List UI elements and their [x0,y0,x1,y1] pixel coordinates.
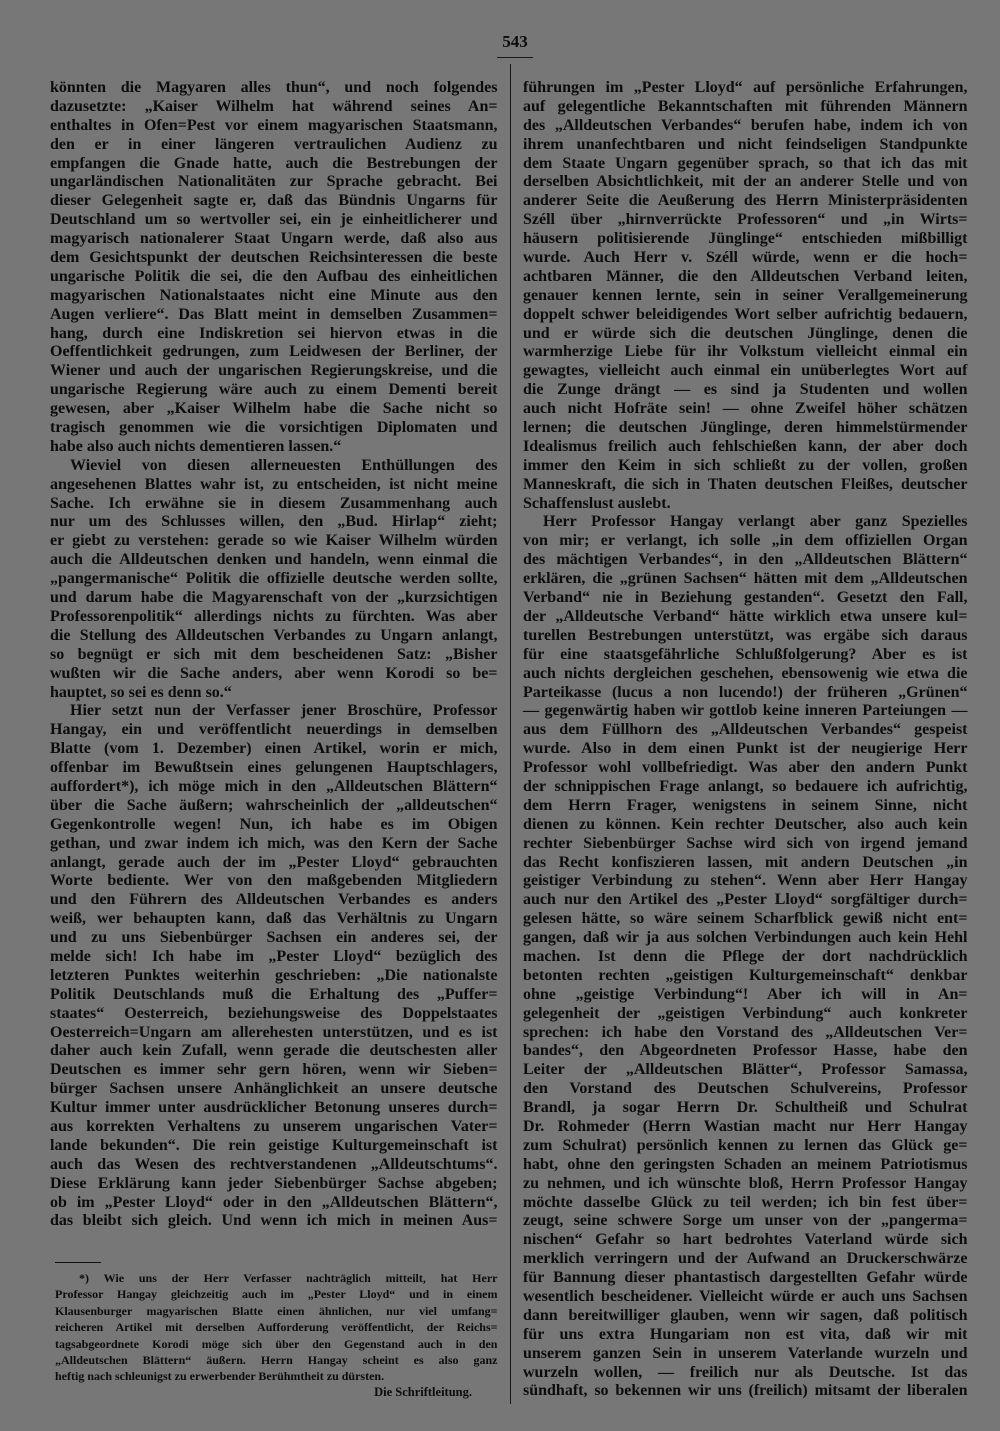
text-line: Széll über „hirnverrückte Professoren“ und „in Wirts= [523,211,968,229]
text-line-row [523,1137,968,1156]
text-line: geistiger Verbindung zu stehen“. Wenn aber Herr Hangay [523,872,968,890]
text-line: Worte bediente. Wer von den maßgebenden Mitgliedern [50,872,498,890]
text-line: das Recht konfiszieren lassen, mit andern Deutschen „in [523,853,968,871]
text-line: das bleibt sich gleich. Und wenn ich mich in meinen Aus= [50,1212,498,1230]
text-line-row [523,608,968,627]
text-line: lernen; die deutschen Jünglinge, deren himmelstürmender [523,419,968,437]
text-line-row [523,98,968,117]
text-line-row [50,1005,498,1024]
text-line: auch nur den Artikel des „Pester Lloyd“ sorgfältiger durch= [523,891,968,909]
text-line: Professor wohl vollbefriedigt. Was aber den andern Punkt [523,759,968,777]
text-line-row [523,495,968,514]
text-line-row [523,1307,968,1326]
text-line-row [50,173,498,192]
text-line-row [523,1288,968,1307]
text-line: Augen verliere“. Das Blatt meint in demselben Zusammen= [50,305,498,323]
text-line: die Zunge drängt — es sind ja Studenten und wollen [523,381,968,399]
text-line-row [55,1286,498,1302]
text-line-row [523,1024,968,1043]
text-line-row [523,1156,968,1175]
text-line: dem Gesichtspunkt der deutschen Reichsinteressen die beste [50,249,498,267]
text-line-row [50,513,498,532]
text-line: wußten wir die Sache anders, aber wenn Korodi so be= [50,664,498,682]
text-line: letzteren Punktes weiterhin geschrieben: „Die nationalste [50,966,498,984]
text-line: nur um des Schlusses willen, den „Bud. Hirlap“ zieht; [50,513,498,531]
page-number: 543 [502,32,528,51]
text-line: für uns extra Hungariam non est vita, daß wir mit [523,1325,968,1343]
text-line-row [523,211,968,230]
text-line-row [50,665,498,684]
text-line: auch nichts dergleichen geschehen, ebensowenig wie etwa die [523,664,968,682]
text-line-row [50,381,498,400]
text-line: wurzeln wollen, — freilich nur als Deutsche. Ist das [523,1363,968,1381]
text-line-row [523,381,968,400]
text-line: von mir; er verlangt, ich solle „in dem offiziellen Organ [523,532,968,550]
text-line-row [523,797,968,816]
text-line: führungen im „Pester Lloyd“ auf persönliche Erfahrungen, [523,79,968,96]
text-line: und zu uns Siebenbürger Sachsen ein anderes sei, der [50,929,498,947]
text-line: magyarischen Nationalstaates nicht eine Minute aus den [50,286,498,304]
text-line-row [50,910,498,929]
text-line: unserem ganzen Sein in unserem Vaterlande wurzeln und [523,1344,968,1362]
right-column [523,79,968,1401]
text-line: tragisch genommen wie die vorsichtigen Diplomaten und [50,419,498,437]
text-line: Manneskraft, die sich in Thaten deutschen Fleißes, deutscher [523,475,968,493]
text-line-row [55,1319,498,1335]
text-line-row [50,948,498,967]
text-line-row [50,136,498,155]
text-line: gangen, daß wir ja aus solchen Verbindungen auch kein Hehl [523,929,968,947]
text-line-row [523,230,968,249]
text-line-row [523,513,968,532]
text-line-row [523,400,968,419]
text-line-row [523,967,968,986]
text-line-row [50,1194,498,1213]
text-line-row [523,929,968,948]
text-line-row [523,1326,968,1345]
text-line-row [523,249,968,268]
text-line-row [50,1156,498,1175]
text-line: Verband“ nie in Beziehung gestanden“. Gesetzt den Fall, [523,589,968,607]
text-line: Kultur immer unter ausdrücklicher Betonung unseres durch= [50,1099,498,1117]
text-line: auch das Wesen des rechtverstandenen „Alldeutschtums“. [50,1155,498,1173]
text-line-row [523,684,968,703]
text-line: aus dem Füllhorn des „Alldeutschen Verbandes“ gespeist [523,721,968,739]
text-line-row [50,797,498,816]
left-column [50,79,498,1231]
text-line: Wieviel von diesen allerneuesten Enthüllungen des [70,456,498,474]
text-line: gewagtes, vielleicht auch einmal ein unüberlegtes Wort auf [523,362,968,380]
text-line-row [523,646,968,665]
text-line: angesehenen Blattes wahr ist, zu entscheiden, ist nicht meine [50,475,498,493]
text-line: Blatte (vom 1. Dezember) einen Artikel, worin er mich, [50,740,498,758]
text-line-row [50,702,498,721]
text-line-row [523,854,968,873]
text-line-row [50,740,498,759]
text-line: staates“ Oesterreich, beziehungsweise des Doppelstaates [50,1004,498,1022]
text-line-row [50,343,498,362]
text-line-row [50,306,498,325]
text-line: Sache. Ich erwähne sie in diesem Zusammenhang auch [50,494,498,512]
text-line-row [50,1212,498,1231]
text-line-row [50,1118,498,1137]
text-line-row [50,778,498,797]
text-line: des mächtigen Verbandes“, in den „Alldeutschen Blättern“ [523,551,968,569]
text-line-row [50,79,498,98]
footnote [55,1270,498,1385]
text-line: über die Sache äußern; wahrscheinlich der „alldeutschen“ [50,796,498,814]
text-line-row [523,1080,968,1099]
text-line: und den Führern des Alldeutschen Verbandes es anders [50,891,498,909]
text-line: melde sich! Ich habe im „Pester Lloyd“ bezüglich des [50,947,498,965]
text-line-row [50,438,498,457]
text-line-row [523,457,968,476]
text-line-row [50,268,498,287]
text-line: bandes“, den Abgeordneten Professor Hasse, habe den [523,1042,968,1060]
text-line-row [50,967,498,986]
text-line: auf gelegentliche Bekanntschaften mit führenden Männern [523,97,968,115]
text-line-row [523,721,968,740]
text-line: gethan, und zwar indem ich mich, was den Kern der Sache [50,834,498,852]
text-line: merklich verringern und der Aufwand an Druckerschwärze [523,1250,968,1268]
text-line-row [50,816,498,835]
text-line-row [523,1345,968,1364]
text-line-row [50,98,498,117]
text-line-row [50,1080,498,1099]
text-line: „Alldeutschen Blättern“ äußern. Herrn Hangay scheint es also ganz [55,1352,498,1367]
text-line: wurde. Auch Herr v. Széll würde, wenn er die hoch= [523,249,968,267]
text-line: ihrem unanfechtbaren und nicht feindseligen Standpunkte [523,135,968,153]
text-line-row [55,1336,498,1352]
text-line-row [523,192,968,211]
text-line-row [523,1269,968,1288]
text-line: magyarisch nationalerer Staat Ungarn werde, daß also aus [50,230,498,248]
text-line-row [50,532,498,551]
column-divider [510,64,511,1404]
text-line-row [55,1368,498,1384]
text-line-row [50,1099,498,1118]
text-line-row [50,419,498,438]
text-line-row [50,476,498,495]
text-line: dem Staate Ungarn gegenüber sprach, so that ich das mit [523,154,968,172]
text-line: Idealismus freilich auch fehlschießen kann, der aber doch [523,437,968,455]
text-line: offenbar im Bewußtsein eines gelungenen Hauptschlagers, [50,759,498,777]
text-line-row [50,1042,498,1061]
text-line: möchte dasselbe Glück zu teil werden; ich bin fest über= [523,1193,968,1211]
text-line: Oesterreich=Ungarn am allerehesten unterstützen, und es ist [50,1023,498,1041]
text-line-row [523,1250,968,1269]
text-line-row [50,721,498,740]
text-line-row [50,211,498,230]
text-line: Oeffentlichkeit gedrungen, zum Leidwesen der Berliner, der [50,343,498,361]
text-line: Professor Hangay gleichzeitig auch im „Pester Lloyd“ und in einem [55,1287,498,1302]
text-line: den Vorstand des Deutschen Schulvereins, Professor [523,1080,968,1098]
text-line-row [523,343,968,362]
text-line: sprechen: ich habe den Vorstand des „Alldeutschen Ver= [523,1023,968,1041]
text-line-row [50,1175,498,1194]
text-line-row [50,1024,498,1043]
text-line-row [50,287,498,306]
text-line: gewesen, aber „Kaiser Wilhelm habe die Sache nicht so [50,400,498,418]
text-line-row [523,287,968,306]
text-line-row [50,117,498,136]
text-line: dienen zu können. Kein rechter Deutscher, also auch kein [523,815,968,833]
text-line: erklären, die „grünen Sachsen“ hätten mit dem „Alldeutschen [523,570,968,588]
text-line: er giebt zu verstehen: gerade so wie Kaiser Wilhelm würden [50,532,498,550]
text-line-row [523,1042,968,1061]
text-line-row [523,910,968,929]
text-line-row [50,684,498,703]
text-line: sündhaft, so bekennen wir uns (freilich) mitsamt der liberalen [523,1382,968,1400]
footnote-signature: Die Schriftleitung. [374,1385,472,1399]
text-line-row [523,702,968,721]
text-line: Wiener und auch der ungarischen Regierungskreise, und die [50,362,498,380]
text-line: warmherzige Liebe für ihr Volkstum vielleicht einmal ein [523,343,968,361]
text-line-row [50,400,498,419]
text-line: könnten die Magyaren alles thun“, und noch folgendes [50,79,498,96]
text-line-row [50,835,498,854]
text-line: so begnügt er sich mit dem bescheidenen Satz: „Bisher [50,645,498,663]
text-line-row [523,835,968,854]
text-line: die Stellung des Alldeutschen Verbandes zu Ungarn anlangt, [50,626,498,644]
text-line: wesentlich bescheidener. Vielleicht würde er auch uns Sachsen [523,1288,968,1305]
text-line: „pangermanische“ Politik die offizielle deutsche werden sollte, [50,570,498,588]
text-line: empfangen die Gnade hatte, auch die Bestrebungen der [50,154,498,172]
text-line-row [50,759,498,778]
text-line: hauptet, so sei es denn so.“ [50,683,232,701]
text-line-row [50,872,498,891]
text-line: Diese Erklärung kann jeder Siebenbürger Sachse abgeben; [50,1174,498,1192]
text-line: anlangt, gerade auch der im „Pester Lloyd“ gebrauchten [50,853,498,871]
text-line-row [523,1364,968,1383]
text-line-row [523,362,968,381]
text-line: für Bannung dieser phantastisch dargestellten Gefahr würde [523,1269,968,1287]
text-line: Klausenburger magyarischen Blatte einen ähnlichen, nur viel umfang= [55,1303,498,1318]
text-line: immer den Keim in sich schließt zu der vollen, großen [523,456,968,474]
text-line-row [55,1352,498,1368]
text-line: dem Herrn Frager, wenigstens in seinem Sinne, nicht [523,796,968,814]
text-line: ungarische Regierung wäre auch zu einem Dementi bereit [50,381,498,399]
footnote-rule [55,1262,101,1263]
text-line: betonten rechten „geistigen Kulturgemeinschaft“ denkbar [523,966,968,984]
text-line: machen. Ist denn die Pflege der dort nachdrücklich [523,947,968,965]
text-line-row [523,136,968,155]
text-line-row [50,551,498,570]
text-line: Herr Professor Hangay verlangt aber ganz Spezielles [543,513,968,531]
text-line: Politik Deutschlands muß die Erhaltung des „Puffer= [50,985,498,1003]
text-line-row [523,872,968,891]
text-line: Professorenpolitik“ allerdings nichts zu fürchten. Was aber [50,607,498,625]
text-line-row [50,1061,498,1080]
text-line: gelegenheit der „geistigen Verbindung“ auch konkreter [523,1004,968,1022]
text-line: Dr. Rohmeder (Herrn Wastian macht nur Herr Hangay [523,1117,968,1135]
text-line: heftig nach schleunigst zu erwerbender Berühmtheit zu dürsten. [55,1369,385,1384]
text-line: reicheren Artikel mit derselben Aufforderung veröffentlicht, der Reichs= [55,1320,498,1335]
text-line: aus korrekten Verhaltens zu unserem ungarischen Vater= [50,1117,498,1135]
text-line-row [523,1175,968,1194]
text-line: der „Alldeutsche Verband“ hätte wirklich etwa unsere kul= [523,607,968,625]
text-line: bürger Sachsen unsere Anhänglichkeit an unsere deutsche [50,1080,498,1098]
text-line-row [50,608,498,627]
text-line: turellen Bestrebungen unterstützt, was ergäbe sich daraus [523,626,968,644]
text-line: zeugt, seine schwere Sorge um unser von der „pangerma= [523,1212,968,1230]
text-line-row [523,438,968,457]
text-line: gelesen hätte, so wäre seinem Scharfblick gewiß nicht ent= [523,910,968,928]
text-line: lande bekunden“. Die rein geistige Kulturgemeinschaft ist [50,1136,498,1154]
text-line: dieser Gelegenheit sagte er, daß das Bündnis Ungarns für [50,192,498,210]
text-line-row [523,268,968,287]
text-line-row [523,986,968,1005]
text-line-row [523,1118,968,1137]
text-line: und er würde sich die deutschen Jünglinge, denen die [523,324,968,342]
text-line-row [50,891,498,910]
text-line-row [50,230,498,249]
text-line-row [523,325,968,344]
header-rule [497,57,533,58]
text-line: Deutschen es immer sehr gern hören, wenn wir Sieben= [50,1061,498,1079]
text-line-row [523,1194,968,1213]
text-line-row [50,457,498,476]
text-line-row [523,570,968,589]
text-line-row [523,627,968,646]
text-line: rechter Siebenbürger Sachse wird sich von irgend jemand [523,834,968,852]
text-line-row [523,551,968,570]
text-line-row [50,589,498,608]
text-line: derselben Absichtlichkeit, mit der an anderer Stelle und von [523,173,968,191]
text-line-row [523,117,968,136]
text-line-row [523,948,968,967]
text-line-row [50,155,498,174]
text-line-row [523,1212,968,1231]
text-line: weiß, wer behaupten kann, daß das Verhältnis zu Ungarn [50,910,498,928]
text-line-row [523,532,968,551]
text-line-row [50,249,498,268]
text-line-row [523,816,968,835]
text-line: auffordert*), ich möge mich in den „Alldeutschen Blättern“ [50,777,498,795]
text-line: wurde. Also in dem einen Punkt ist der neugierige Herr [523,740,968,758]
text-line-row [523,1061,968,1080]
text-line: des „Alldeutschen Verbandes“ berufen habe, indem ich von [523,116,968,134]
text-line: habt, ohne den geringsten Schaden an meinem Patriotismus [523,1155,968,1173]
text-line: hang, durch eine Indiskretion sei hiervon etwas in die [50,324,498,342]
text-line: den er in einer längeren vertraulichen Audienz zu [50,135,498,153]
text-line: achtbaren Männer, die den Alldeutschen Verband leiten, [523,267,968,285]
text-line-row [523,1382,968,1401]
text-line: anderer Seite die Aeußerung des Herrn Ministerpräsidenten [523,192,968,210]
text-line-row [523,740,968,759]
text-line: zum Schulrat) persönlich kennen zu lernen das Glück ge= [523,1136,968,1154]
text-line: ohne „geistige Verbindung“! Aber ich will in An= [523,985,968,1003]
text-line: der schnippischen Frage anlangt, so bedauere ich aufrichtig, [523,777,968,795]
text-line: und darum habe die Magyarenschaft von der „kurzsichtigen [50,589,498,607]
text-line-row [50,854,498,873]
text-line: Hangay, ein und veröffentlicht neuerdings in demselben [50,721,498,739]
text-line: Hier setzt nun der Verfasser jener Broschüre, Professor [70,702,498,720]
text-line: Deutschland um so wertvoller sei, ein je einheitlicherer und [50,211,498,229]
text-line: häusern politisierende Jünglinge“ entschieden mißbilligt [523,230,968,248]
text-line: auch nicht Hofräte sein! — ohne Zweifel höher schätzen [523,400,968,418]
text-line-row [523,306,968,325]
text-line: habe also auch nichts dementieren lassen.“ [50,437,342,455]
text-line: ungarische Politik die sei, die den Aufbau des einheitlichen [50,267,498,285]
text-line-row [50,362,498,381]
text-line-row [523,173,968,192]
text-line: dann bereitwilliger glauben, wenn wir sagen, daß politisch [523,1306,968,1324]
text-line-row [523,476,968,495]
text-line: zu nehmen, und ich wünschte bloß, Herrn Professor Hangay [523,1174,968,1192]
text-line: ungarländischen Nationalitäten zur Sprache gebracht. Bei [50,173,498,191]
text-line-row [50,1137,498,1156]
text-line: Brandl, ja sogar Herrn Dr. Schultheiß und Schulrat [523,1099,968,1117]
text-line-row [50,929,498,948]
text-line-row [50,192,498,211]
text-line-row [523,155,968,174]
text-line: daher auch kein Zufall, wenn gerade die deutschesten aller [50,1042,498,1060]
text-line: dazusetzte: „Kaiser Wilhelm hat während seines An= [50,97,498,115]
text-line: Gegenkontrolle wegen! Nun, ich habe es im Obigen [50,815,498,833]
text-line-row [50,627,498,646]
text-line-row [523,1231,968,1250]
text-line: doppelt schwer beleidigendes Wort selber aufrichtig bedauern, [523,305,968,323]
text-line-row [50,325,498,344]
text-line-row [523,1005,968,1024]
text-line-row [50,570,498,589]
text-line-row [523,891,968,910]
text-line: nischen“ Gefahr so hart bedrohtes Vaterland würde sich [523,1231,968,1249]
text-line-row [523,79,968,98]
text-line-row [55,1303,498,1319]
text-line: Schaffenslust auslebt. [523,494,671,512]
text-line-row [55,1270,498,1286]
text-line-row [50,495,498,514]
text-line-row [523,1099,968,1118]
text-line-row [523,759,968,778]
text-line: Leiter der „Alldeutschen Blätter“, Professor Samassa, [523,1061,968,1079]
text-line: genauer kennen lernte, sein in seiner Verallgemeinerung [523,286,968,304]
text-line: ob im „Pester Lloyd“ oder in den „Alldeutschen Blättern“, [50,1193,498,1211]
text-line-row [523,778,968,797]
text-line: Parteikasse (lucus a non lucendo!) der früheren „Grünen“ [523,683,968,701]
text-line-row [50,646,498,665]
text-line: *) Wie uns der Herr Verfasser nachträglich mitteilt, hat Herr [79,1271,498,1285]
text-line: tagsabgeordnete Korodi möge sich über den Gegenstand auch in den [55,1336,498,1351]
text-line-row [523,665,968,684]
text-line-row [50,986,498,1005]
text-line-row [523,589,968,608]
text-line: für eine staatsgefährliche Schlußfolgerung? Aber es ist [523,645,968,663]
text-line: enthaltes in Ofen=Pest vor einem magyarischen Staatsmann, [50,116,498,134]
text-line: — gegenwärtig haben wir gottlob keine inneren Parteiungen — [523,702,968,720]
text-line-row [523,419,968,438]
text-line: auch die Alldeutschen denken und handeln, wenn einmal die [50,551,498,569]
